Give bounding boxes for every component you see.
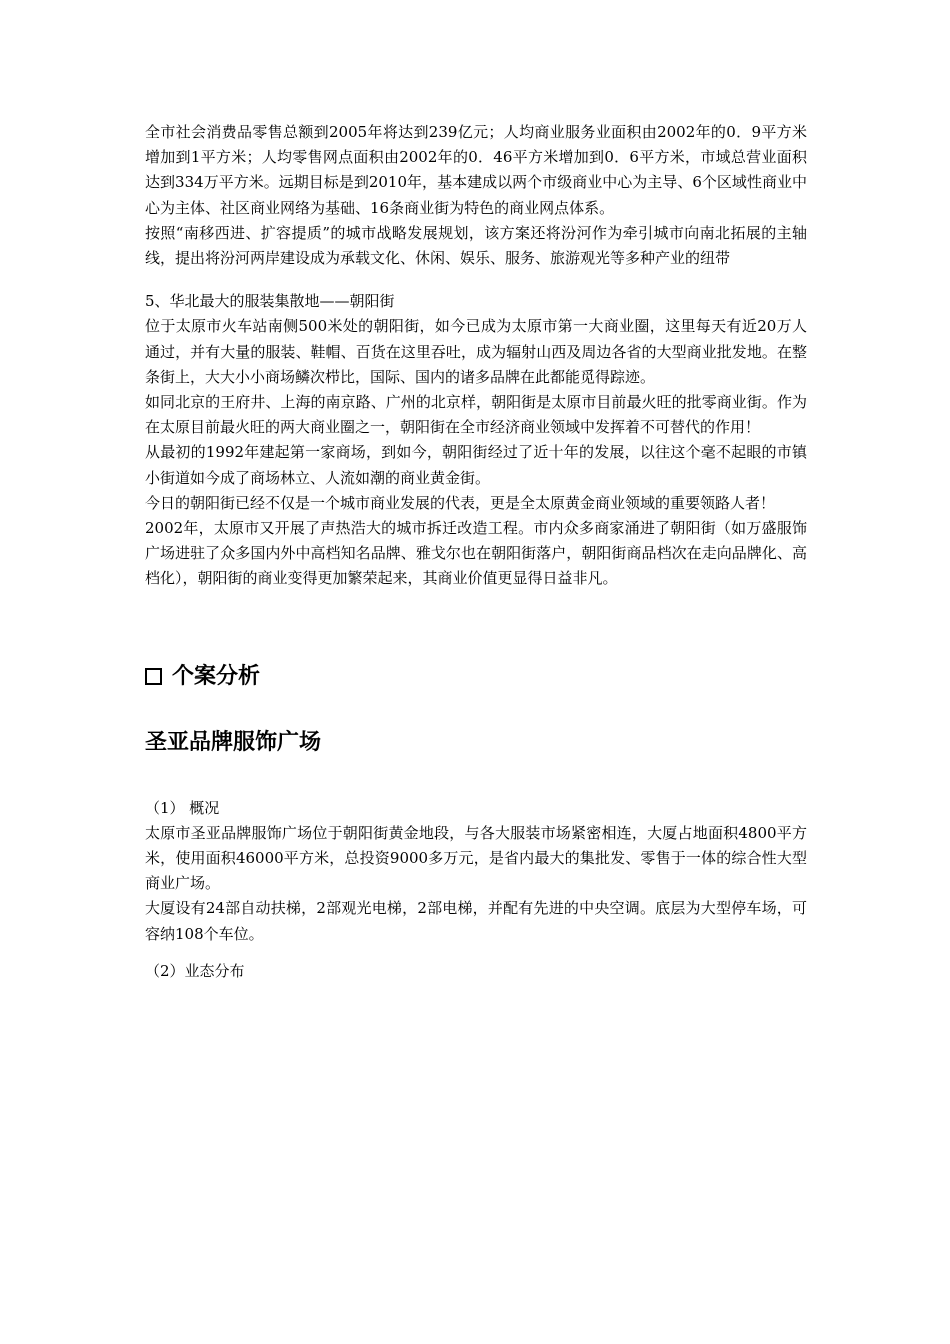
- paragraph: 按照“南移西进、扩容提质”的城市战略发展规划，该方案还将汾河作为牵引城市向南北拓展的主轴线，提出将汾河两岸建设成为承载文化、休闲、娱乐、服务、旅游观光等多种产业的纽带: [145, 223, 807, 268]
- paragraph: 从最初的1992年建起第一家商场，到如今，朝阳街经过了近十年的发展，以往这个毫不起眼的市镇小街道如今成了商场林立、人流如潮的商业黄金街。: [145, 443, 807, 487]
- checkbox-icon: [145, 668, 162, 685]
- paragraph: 位于太原市火车站南侧500米处的朝阳街，如今已成为太原市第一大商业圈，这里每天有近20万人通过，并有大量的服装、鞋帽、百货在这里吞吐，成为辐射山西及周边各省的大型商业批发地。在整条街上，大大小小商场鳞次栉比，国际、国内的诸多品牌在此都能觅得踪迹。: [145, 317, 807, 386]
- paragraph: 如同北京的王府井、上海的南京路、广州的北京样，朝阳街是太原市目前最火旺的批零商业街。作为在太原目前最火旺的两大商业圈之一，朝阳街在全市经济商业领域中发挥着不可替代的作用！: [145, 393, 807, 437]
- case-analysis-heading: [145, 662, 807, 692]
- overview-label: （1） 概况: [145, 798, 220, 817]
- paragraph: 大厦设有24部自动扶梯，2部观光电梯，2部电梯，并配有先进的中央空调。底层为大型停车场，可容纳108个车位。: [145, 899, 807, 943]
- paragraph: 2002年，太原市又开展了声热浩大的城市拆迁改造工程。市内众多商家涌进了朝阳街（如万盛服饰广场进驻了众多国内外中高档知名品牌、雅戈尔也在朝阳街落户，朝阳街商品档次在走向品牌化、高档化），朝阳街的商业变得更加繁荣起来，其商业价值更显得日益非凡。: [145, 519, 807, 588]
- case-analysis-heading-text: 个案分析: [172, 663, 261, 689]
- project-title: 圣亚品牌服饰广场: [145, 729, 322, 755]
- business-layout-label: （2）业态分布: [145, 961, 245, 980]
- document-page: [145, 120, 807, 984]
- section-title: 5、华北最大的服装集散地——朝阳街: [145, 292, 395, 311]
- paragraph: 太原市圣亚品牌服饰广场位于朝阳街黄金地段，与各大服装市场紧密相连，大厦占地面积4800平方米，使用面积46000平方米，总投资9000多万元，是省内最大的集批发、零售于一体的综合性大型商业广场。: [145, 823, 807, 893]
- paragraph: 今日的朝阳街已经不仅是一个城市商业发展的代表，更是全太原黄金商业领域的重要领路人者！: [145, 493, 776, 512]
- paragraph: 全市社会消费品零售总额到2005年将达到239亿元；人均商业服务业面积由2002年的0．9平方米增加到1平方米；人均零售网点面积由2002年的0．46平方米增加到0．6平方米，市域总营业面积达到334万平方米。远期目标是到2010年，基本建成以两个市级商业中心为主导、6个区域性商业中心为主体、社区商业网络为基础、16条商业街为特色的商业网点体系。: [145, 123, 807, 217]
